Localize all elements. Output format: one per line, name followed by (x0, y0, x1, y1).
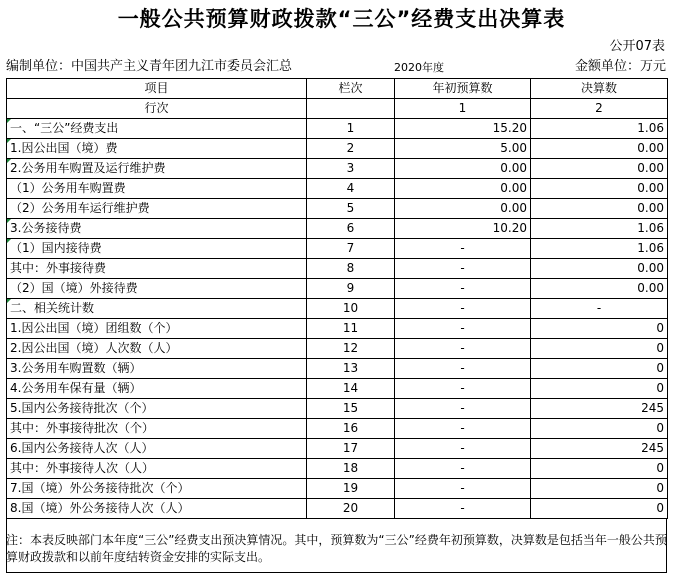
row-label: 一、“三公”经费支出 (7, 119, 307, 139)
row-number: 1 (307, 119, 395, 139)
row-final: 0 (531, 499, 668, 519)
row-label: （1）公务用车购置费 (7, 179, 307, 199)
header-blank (307, 99, 395, 119)
row-final: 0.00 (531, 279, 668, 299)
table-row (7, 159, 668, 179)
row-budget: - (395, 379, 531, 399)
report-year: 2020年度 (394, 61, 444, 74)
row-budget: - (395, 499, 531, 519)
row-budget: - (395, 399, 531, 419)
row-number: 14 (307, 379, 395, 399)
row-number: 20 (307, 499, 395, 519)
row-final: 0.00 (531, 139, 668, 159)
row-budget: 0.00 (395, 179, 531, 199)
row-final: 245 (531, 399, 668, 419)
row-final: 0 (531, 379, 668, 399)
row-budget: 15.20 (395, 119, 531, 139)
row-number: 4 (307, 179, 395, 199)
header-item: 项目 (7, 79, 307, 99)
table-row (7, 259, 668, 279)
row-final: 0.00 (531, 259, 668, 279)
row-label: 2.因公出国（境）人次数（人） (7, 339, 307, 359)
row-number: 7 (307, 239, 395, 259)
row-budget: - (395, 319, 531, 339)
row-label: 其中：外事接待批次（个） (7, 419, 307, 439)
table-row (7, 299, 668, 319)
table-row (7, 279, 668, 299)
row-budget: - (395, 359, 531, 379)
row-budget: 5.00 (395, 139, 531, 159)
table-subheader-row (7, 99, 668, 119)
table-row (7, 459, 668, 479)
row-budget: - (395, 479, 531, 499)
row-label: 5.国内公务接待批次（个） (7, 399, 307, 419)
table-row (7, 339, 668, 359)
row-number: 9 (307, 279, 395, 299)
table-row (7, 199, 668, 219)
row-budget: - (395, 239, 531, 259)
meta-row (6, 57, 666, 77)
row-final: 1.06 (531, 239, 668, 259)
row-label: 4.公务用车保有量（辆） (7, 379, 307, 399)
header-budget: 年初预算数 (395, 79, 531, 99)
table-row (7, 499, 668, 519)
row-label: 其中：外事接待费 (7, 259, 307, 279)
row-number: 6 (307, 219, 395, 239)
row-final: - (531, 299, 668, 319)
row-label: 3.公务接待费 (7, 219, 307, 239)
row-final: 0 (531, 359, 668, 379)
row-label: 2.公务用车购置及运行维护费 (7, 159, 307, 179)
expenditure-table (6, 78, 668, 519)
header-final: 决算数 (531, 79, 668, 99)
row-label: （1）国内接待费 (7, 239, 307, 259)
table-note: 注：本表反映部门本年度“三公”经费支出预决算情况。其中，预算数为“三公”经费年初预算数，决算数是包括当年一般公共预算财政拨款和以前年度结转资金安排的实际支出。 (6, 533, 667, 564)
row-budget: - (395, 419, 531, 439)
row-budget: - (395, 439, 531, 459)
row-number: 5 (307, 199, 395, 219)
header-budget-col-no: 1 (395, 99, 531, 119)
row-label: 6.国内公务接待人次（人） (7, 439, 307, 459)
table-row (7, 359, 668, 379)
row-number: 15 (307, 399, 395, 419)
row-budget: - (395, 339, 531, 359)
row-label: 7.国（境）外公务接待批次（个） (7, 479, 307, 499)
row-final: 0 (531, 459, 668, 479)
row-number: 17 (307, 439, 395, 459)
row-budget: 0.00 (395, 159, 531, 179)
row-final: 0.00 (531, 199, 668, 219)
table-row (7, 319, 668, 339)
row-label: 二、相关统计数 (7, 299, 307, 319)
row-budget: - (395, 459, 531, 479)
row-final: 0 (531, 319, 668, 339)
row-budget: 0.00 (395, 199, 531, 219)
row-number: 19 (307, 479, 395, 499)
form-code: 公开07表 (609, 39, 665, 54)
header-row-no-label: 行次 (7, 99, 307, 119)
row-number: 18 (307, 459, 395, 479)
row-number: 8 (307, 259, 395, 279)
row-budget: - (395, 259, 531, 279)
table-row (7, 119, 668, 139)
row-final: 0 (531, 479, 668, 499)
row-number: 12 (307, 339, 395, 359)
row-number: 16 (307, 419, 395, 439)
row-label: 3.公务用车购置数（辆） (7, 359, 307, 379)
table-row (7, 399, 668, 419)
row-final: 0.00 (531, 179, 668, 199)
row-final: 0.00 (531, 159, 668, 179)
row-label: （2）国（境）外接待费 (7, 279, 307, 299)
row-label: 8.国（境）外公务接待人次（人） (7, 499, 307, 519)
row-number: 11 (307, 319, 395, 339)
table-row (7, 379, 668, 399)
row-final: 0 (531, 419, 668, 439)
row-label: 1.因公出国（境）费 (7, 139, 307, 159)
row-label: 1.因公出国（境）团组数（个） (7, 319, 307, 339)
row-final: 245 (531, 439, 668, 459)
currency-unit: 金额单位：万元 (574, 59, 666, 74)
table-header-row (7, 79, 668, 99)
table-row (7, 479, 668, 499)
table-row (7, 439, 668, 459)
compiling-unit: 编制单位：中国共产主义青年团九江市委员会汇总 (6, 59, 293, 74)
row-number: 13 (307, 359, 395, 379)
header-column-no: 栏次 (307, 79, 395, 99)
row-budget: - (395, 299, 531, 319)
row-final: 1.06 (531, 119, 668, 139)
table-row (7, 419, 668, 439)
row-number: 2 (307, 139, 395, 159)
row-budget: - (395, 279, 531, 299)
page-title: 一般公共预算财政拨款“三公”经费支出决算表 (117, 7, 566, 31)
row-final: 1.06 (531, 219, 668, 239)
row-label: 其中：外事接待人次（人） (7, 459, 307, 479)
table-row (7, 139, 668, 159)
row-label: （2）公务用车运行维护费 (7, 199, 307, 219)
row-number: 10 (307, 299, 395, 319)
row-number: 3 (307, 159, 395, 179)
table-row (7, 219, 668, 239)
row-final: 0 (531, 339, 668, 359)
header-final-col-no: 2 (531, 99, 668, 119)
table-row (7, 239, 668, 259)
table-row (7, 179, 668, 199)
row-budget: 10.20 (395, 219, 531, 239)
